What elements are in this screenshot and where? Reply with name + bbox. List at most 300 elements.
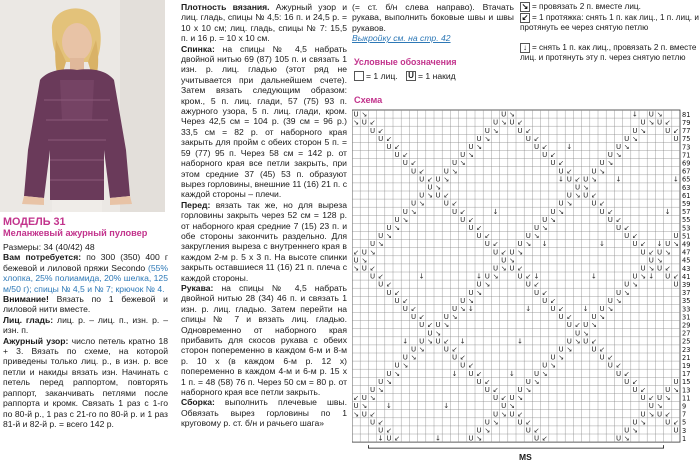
decrease-icon: ↘: [640, 418, 647, 427]
yarn-over-icon: U: [665, 272, 671, 281]
yarn-over-icon: U: [484, 386, 490, 394]
decrease-icon: ↘: [656, 402, 663, 411]
legend-knit: = 1 лиц.: [354, 71, 398, 81]
yarn-over-icon: U: [468, 143, 474, 151]
yarn-over-icon: U: [665, 126, 671, 135]
decrease-icon: ↘: [369, 394, 376, 403]
decrease-icon: ↘: [435, 183, 442, 192]
knitting-chart: [352, 104, 698, 455]
decrease-icon: ↙: [385, 280, 392, 289]
legend-k2tog: ↘ = провязать 2 п. вместе лиц.: [521, 2, 641, 11]
yarn-over-icon: U: [369, 272, 376, 281]
sk2p-double-icon: ↓: [541, 240, 548, 249]
decrease-icon: ↘: [566, 199, 573, 208]
model-subtitle: Меланжевый ажурный пуловер: [3, 228, 148, 238]
yarn-over-icon: U: [574, 183, 581, 192]
decrease-icon: ↘: [525, 240, 532, 249]
decrease-icon: ↘: [418, 345, 425, 354]
yarn-over-icon: U: [665, 240, 671, 249]
yarn-over-icon: U: [566, 337, 572, 346]
decrease-icon: ↙: [664, 410, 671, 419]
decrease-icon: ↘: [377, 240, 384, 249]
decrease-icon: ↘: [590, 321, 597, 330]
yarn-composition: (55% хлопка, 25% полиамида, 20% шелка, 125 м/50 г); спицы № 4,5 и № 7; крючок № 4.: [3, 262, 169, 294]
yarn-over-icon: U: [492, 394, 499, 403]
yarn-over-icon: U: [615, 288, 622, 297]
yarn-over-icon: U: [509, 394, 515, 403]
yarn-over-icon: U: [615, 143, 622, 151]
yarn-over-icon: U: [665, 386, 671, 394]
sk2p-double-icon: ↓: [672, 175, 679, 184]
yarn-over-icon: U: [558, 345, 564, 354]
row-label: 75: [682, 135, 691, 144]
row-label: 43: [682, 264, 691, 273]
yarn-over-icon: U: [525, 426, 531, 435]
sk2p-double-icon: ↓: [467, 305, 474, 313]
decrease-icon: ↙: [533, 426, 540, 435]
yarn-over-icon: U: [558, 313, 564, 322]
decrease-icon: ↙: [615, 215, 622, 224]
yarn-over-icon: U: [615, 369, 622, 378]
decrease-icon: ↘: [484, 134, 491, 143]
decrease-icon: ↘: [574, 191, 581, 200]
yarn-over-icon: U: [558, 167, 564, 176]
row-label: 61: [682, 191, 691, 200]
yarn-over-icon: U: [402, 159, 408, 168]
yarn-over-icon: U: [410, 167, 417, 176]
decrease-icon: ↙: [640, 386, 647, 394]
decrease-icon: ↙: [525, 272, 532, 281]
row-label: 65: [682, 175, 691, 184]
sk2p-double-icon: ↓: [525, 305, 532, 313]
decrease-icon: ↙: [426, 175, 433, 184]
sk2p-double-icon: ↓: [459, 337, 466, 346]
yarn-over-icon: U: [517, 272, 523, 281]
decrease-icon: ↙: [353, 248, 360, 257]
sk2p-double-icon: ↓: [615, 175, 622, 184]
sk2p-double-icon: ↓: [520, 43, 530, 53]
yarn-over-icon: U: [386, 434, 392, 443]
yarn-over-icon: U: [599, 159, 605, 168]
yarn-over-icon: U: [542, 296, 548, 305]
decrease-icon: ↘: [426, 191, 433, 200]
yarn-over-icon: U: [624, 232, 630, 241]
yarn-over-icon: U: [394, 296, 400, 305]
yarn-over-icon: U: [410, 345, 417, 354]
decrease-icon: ↙: [558, 159, 565, 168]
decrease-icon: ↘: [443, 321, 450, 330]
decrease-icon: ↙: [500, 394, 507, 403]
decrease-icon: ↙: [517, 118, 524, 127]
decrease-icon: ↘: [517, 248, 524, 257]
decrease-icon: ↙: [443, 337, 450, 346]
yarn-over-icon: U: [648, 402, 654, 411]
decrease-icon: ↘: [361, 402, 368, 411]
decrease-icon: ↘: [385, 377, 392, 386]
yarn-over-icon: U: [361, 410, 367, 419]
decrease-icon: ↙: [672, 126, 679, 135]
column-2: [181, 2, 347, 429]
row-label: 9: [682, 402, 687, 411]
yarn-over-icon: U: [386, 143, 392, 151]
yarn-over-icon: U: [640, 248, 646, 257]
yarn-over-icon: U: [509, 264, 515, 273]
sk2p-double-icon: ↓: [435, 434, 442, 443]
decrease-icon: ↙: [517, 410, 524, 419]
yarn-over-icon: U: [435, 175, 441, 184]
yarn-over-icon: U: [361, 248, 367, 257]
yarn-over-icon: U: [394, 151, 400, 160]
row-label: 69: [682, 159, 691, 168]
decrease-icon: ↘: [369, 248, 376, 257]
stockinette-paragraph: Лиц. гладь: лиц. р. – лиц. п., изн. р. – изн. п.: [3, 314, 169, 336]
decrease-icon: ↙: [631, 232, 638, 241]
yarn-over-icon: U: [558, 199, 564, 208]
yarn-over-icon: U: [492, 410, 499, 419]
yarn-over-icon: U: [583, 321, 589, 330]
pattern-link[interactable]: Выкройку см. на стр. 42: [352, 33, 451, 44]
decrease-icon: ↘: [451, 167, 458, 176]
yarn-over-icon: U: [369, 418, 376, 427]
decrease-icon: ↙: [394, 143, 401, 151]
yarn-over-icon: U: [378, 426, 384, 435]
yarn-over-icon: U: [353, 256, 359, 265]
decrease-icon: ↙: [631, 377, 638, 386]
yarn-over-icon: U: [468, 434, 474, 443]
decrease-icon: ↙: [402, 296, 409, 305]
decrease-icon: ↙: [369, 118, 376, 127]
yarn-over-icon: U: [640, 410, 646, 419]
row-label: 47: [682, 248, 691, 257]
yarn-over-icon: U: [386, 224, 392, 232]
yarn-over-icon: U: [402, 353, 408, 362]
yarn-over-icon: U: [591, 345, 597, 354]
decrease-icon: ↙: [672, 418, 679, 427]
decrease-icon: ↘: [533, 232, 540, 241]
decrease-icon: ↘: [443, 175, 450, 184]
decrease-icon: ↘: [500, 410, 507, 419]
row-label: 79: [682, 119, 691, 127]
decrease-icon: ↘: [623, 288, 630, 297]
decrease-icon: ↘: [402, 361, 409, 370]
decrease-icon: ↙: [492, 386, 499, 394]
decrease-icon: ↘: [459, 305, 466, 313]
yarn-over-icon: U: [525, 280, 531, 289]
row-label: 25: [682, 337, 691, 346]
decrease-icon: ↙: [467, 361, 474, 370]
yarn-over-icon: U: [607, 215, 613, 224]
assembly-continued: (= ст. б/н слева направо). Втачать рукава, выполнить боковые швы и швы рукавов.: [352, 2, 514, 33]
yarn-over-icon: U: [406, 71, 416, 81]
yarn-over-icon: U: [460, 151, 466, 160]
sk2p-right-icon: ↙: [521, 13, 529, 22]
decrease-icon: ↘: [361, 256, 368, 265]
decrease-icon: ↘: [615, 296, 622, 305]
yarn-over-icon: U: [484, 126, 490, 135]
sk2p-double-icon: ↓: [508, 369, 515, 378]
decrease-icon: ↙: [664, 118, 671, 127]
decrease-icon: ↙: [476, 224, 483, 232]
decrease-icon: ↙: [377, 126, 384, 135]
row-label: 17: [682, 370, 691, 379]
sk2p-double-icon: ↓: [590, 272, 597, 281]
decrease-icon: ↘: [467, 296, 474, 305]
yarn-over-icon: U: [460, 361, 466, 370]
yarn-over-icon: U: [517, 126, 523, 135]
yarn-over-icon: U: [599, 305, 605, 313]
row-label: 41: [682, 272, 691, 281]
yarn-over-icon: U: [378, 280, 384, 289]
yarn-over-icon: U: [599, 207, 605, 216]
decrease-icon: ↙: [476, 369, 483, 378]
yarn-over-icon: U: [443, 313, 449, 322]
decrease-icon: ↘: [492, 418, 499, 427]
row-label: 59: [682, 200, 691, 208]
row-label: 39: [682, 281, 691, 289]
yarn-over-icon: U: [533, 434, 540, 443]
decrease-icon: ↘: [353, 118, 360, 127]
decrease-icon: ↙: [640, 240, 647, 249]
decrease-icon: ↘: [664, 248, 671, 257]
yarn-over-icon: U: [566, 321, 572, 330]
rapport-bracket: [368, 445, 663, 448]
yarn-over-icon: U: [673, 426, 679, 435]
row-label: 55: [682, 216, 691, 225]
decrease-icon: ↘: [640, 272, 647, 281]
sk2p-double-icon: ↓: [517, 337, 524, 346]
model-title: МОДЕЛЬ 31: [3, 216, 66, 228]
yarn-over-icon: U: [640, 264, 646, 273]
yarn-over-icon: U: [468, 224, 474, 232]
decrease-icon: ↘: [484, 426, 491, 435]
decrease-icon: ↙: [484, 232, 491, 241]
column-3: [352, 2, 514, 44]
sk2p-double-icon: ↓: [648, 272, 655, 281]
decrease-icon: ↘: [476, 143, 483, 151]
decrease-icon: ↙: [648, 248, 655, 257]
front-paragraph: Перед: вязать так же, но для выреза горловины закрыть через 52 см = 128 р. от наборного края средние 7 (15) 23 п. и обе стороны закончить раздельно. Для закругления выреза с внутреннего края в каждом 2-м р. 5 х 3 п. На высоте спинки закрыть оставшиеся 11 (16) 21 п. плеча с каждой стороны.: [181, 199, 347, 283]
yarn-over-icon: U: [369, 386, 376, 394]
row-label: 81: [682, 110, 691, 119]
decrease-icon: ↘: [615, 151, 622, 160]
sk2p-double-icon: ↓: [599, 240, 606, 249]
yarn-over-icon: U: [640, 118, 646, 127]
yarn-over-icon: U: [624, 280, 630, 289]
decrease-icon: ↘: [451, 313, 458, 322]
decrease-icon: ↘: [656, 110, 663, 119]
sk2p-double-icon: ↓: [402, 337, 409, 346]
sk2p-double-icon: ↓: [656, 240, 663, 249]
row-label: 3: [682, 426, 687, 435]
yarn-over-icon: U: [369, 126, 376, 135]
yarn-over-icon: U: [533, 224, 540, 232]
row-label: 21: [682, 353, 691, 362]
decrease-icon: ↘: [558, 207, 565, 216]
back-paragraph: Спинка: на спицы № 4,5 набрать двойной нитью 69 (87) 105 п. и связать 1 изн. р. лиц. гладью (этот ряд не учитывается при дальнейшем счете). Затем вязать следующим образом: кром., 5 п. лиц. глади, 57 (75) 93 п. ажурного узора, 5 п. лиц. глади, кром. Через 42,5 см = 104 р. (39 см = 96 р.) 33,5 см = 82 р. от наборного края закрыть для пройм с обеих сторон 5 п. = 59 (77) 95 п. Через 58 см = 142 р. от наборного края все петли закрыть, при этом средние 37 (45) 53 п. образуют вырез горловины, внешние 11 (16) 21 п. с каждой стороны – плечи.: [181, 43, 347, 200]
yarn-over-icon: U: [624, 377, 630, 386]
yarn-over-icon: U: [615, 434, 622, 443]
decrease-icon: ↙: [492, 240, 499, 249]
decrease-icon: ↙: [549, 151, 556, 160]
row-label: 19: [682, 362, 691, 370]
yarn-over-icon: U: [427, 329, 433, 338]
yarn-over-icon: U: [468, 369, 474, 378]
yarn-over-icon: U: [361, 394, 367, 403]
yarn-over-icon: U: [632, 240, 638, 249]
decrease-icon: ↙: [525, 126, 532, 135]
yarn-over-icon: U: [378, 134, 384, 143]
yarn-over-icon: U: [656, 118, 663, 127]
yarn-over-icon: U: [583, 191, 589, 200]
yarn-over-icon: U: [550, 207, 556, 216]
row-label: 77: [682, 127, 691, 136]
decrease-icon: ↙: [394, 288, 401, 297]
decrease-icon: ↙: [541, 434, 548, 443]
decrease-icon: ↙: [549, 296, 556, 305]
column-1: [3, 216, 168, 429]
yarn-over-icon: U: [550, 353, 556, 362]
yarn-over-icon: U: [583, 337, 589, 346]
decrease-icon: ↘: [558, 353, 565, 362]
yarn-over-icon: U: [673, 134, 679, 143]
yarn-over-icon: U: [533, 143, 540, 151]
decrease-icon: ↘: [631, 134, 638, 143]
decrease-icon: ↘: [574, 337, 581, 346]
yarn-over-icon: U: [419, 321, 425, 330]
decrease-icon: ↙: [402, 151, 409, 160]
empty-cell-icon: [354, 71, 364, 81]
decrease-icon: ↘: [410, 353, 417, 362]
row-label: 49: [682, 240, 691, 249]
yarn-over-icon: U: [517, 386, 523, 394]
yarn-over-icon: U: [607, 296, 613, 305]
yarn-over-icon: U: [574, 329, 581, 338]
decrease-icon: ↙: [672, 272, 679, 281]
yarn-over-icon: U: [419, 175, 425, 184]
yarn-over-icon: U: [386, 369, 392, 378]
yarn-over-icon: U: [435, 337, 441, 346]
yarn-over-icon: U: [501, 110, 507, 119]
decrease-icon: ↘: [656, 256, 663, 265]
yarn-over-icon: U: [550, 305, 556, 313]
yarn-over-icon: U: [460, 215, 466, 224]
yarn-over-icon: U: [533, 369, 540, 378]
decrease-icon: ↘: [623, 434, 630, 443]
decrease-icon: ↘: [607, 305, 614, 313]
decrease-icon: ↙: [590, 191, 597, 200]
yarn-over-icon: U: [607, 151, 613, 160]
decrease-icon: ↘: [353, 264, 360, 273]
decrease-icon: ↘: [582, 183, 589, 192]
decrease-icon: ↙: [443, 191, 450, 200]
yarn-over-icon: U: [353, 110, 359, 119]
row-label: 7: [682, 410, 687, 419]
decrease-icon: ↙: [410, 305, 417, 313]
schema-title: Схема: [354, 95, 383, 105]
yarn-over-icon: U: [353, 402, 359, 411]
decrease-icon: ↘: [353, 410, 360, 419]
yarn-over-icon: U: [656, 264, 663, 273]
yarn-over-icon: U: [443, 199, 449, 208]
yarn-over-icon: U: [624, 426, 630, 435]
decrease-icon: ↘: [631, 426, 638, 435]
yarn-over-icon: U: [468, 288, 474, 297]
decrease-icon: ↘: [484, 280, 491, 289]
yarn-over-icon: U: [591, 199, 597, 208]
yarn-over-icon: U: [361, 264, 367, 273]
decrease-icon: ↙: [517, 264, 524, 273]
decrease-icon: ↘: [664, 394, 671, 403]
sk2p-double-icon: ↓: [385, 402, 392, 411]
decrease-icon: ↘: [508, 256, 515, 265]
yarn-over-icon: U: [492, 248, 499, 257]
yarn-over-icon: U: [673, 377, 679, 386]
row-label: 45: [682, 256, 691, 265]
sk2p-double-icon: ↓: [418, 272, 425, 281]
decrease-icon: ↙: [377, 272, 384, 281]
yarn-over-icon: U: [451, 159, 458, 168]
row-label: 51: [682, 232, 691, 241]
row-label: 53: [682, 224, 691, 233]
decrease-icon: ↘: [418, 199, 425, 208]
row-label: 5: [682, 418, 687, 427]
decrease-icon: ↘: [467, 151, 474, 160]
decrease-icon: ↘: [533, 377, 540, 386]
yarn-over-icon: U: [656, 410, 663, 419]
decrease-icon: ↘: [672, 386, 679, 394]
yarn-over-icon: U: [566, 191, 572, 200]
yarn-over-icon: U: [673, 280, 679, 289]
yarn-over-icon: U: [451, 353, 458, 362]
yarn-over-icon: U: [451, 305, 458, 313]
row-label: 15: [682, 378, 691, 387]
yarn-over-icon: U: [542, 151, 548, 160]
yarn-over-icon: U: [484, 240, 490, 249]
yarn-over-icon: U: [484, 418, 490, 427]
legend-title: Условные обозначения: [354, 57, 457, 67]
decrease-icon: ↘: [648, 264, 655, 273]
decrease-icon: ↘: [492, 126, 499, 135]
yarn-over-icon: U: [394, 215, 400, 224]
decrease-icon: ↙: [484, 377, 491, 386]
decrease-icon: ↙: [599, 199, 606, 208]
yarn-over-icon: U: [419, 337, 425, 346]
yarn-over-icon: U: [369, 240, 376, 249]
decrease-icon: ↙: [599, 345, 606, 354]
decrease-icon: ↘: [541, 224, 548, 232]
decrease-icon: ↘: [394, 369, 401, 378]
sk2p-double-icon: ↓: [631, 110, 638, 119]
yarn-over-icon: U: [402, 305, 408, 313]
ms-label: MS: [519, 452, 532, 462]
decrease-icon: ↘: [607, 159, 614, 168]
decrease-icon: ↘: [394, 224, 401, 232]
row-label: 13: [682, 386, 691, 395]
decrease-icon: ↙: [623, 369, 630, 378]
decrease-icon: ↘: [549, 361, 556, 370]
decrease-icon: ↙: [410, 159, 417, 168]
yarn-over-icon: U: [419, 191, 425, 200]
sk2p-double-icon: ↓: [492, 207, 499, 216]
yarn-over-icon: U: [427, 183, 433, 192]
decrease-icon: ↙: [566, 313, 573, 322]
knitting-chart-grid: [352, 104, 698, 450]
sk2p-double-icon: ↓: [558, 175, 565, 184]
sk2p-double-icon: ↓: [664, 207, 671, 216]
yarn-over-icon: U: [550, 159, 556, 168]
yarn-over-icon: U: [615, 224, 622, 232]
decrease-icon: ↙: [353, 394, 360, 403]
